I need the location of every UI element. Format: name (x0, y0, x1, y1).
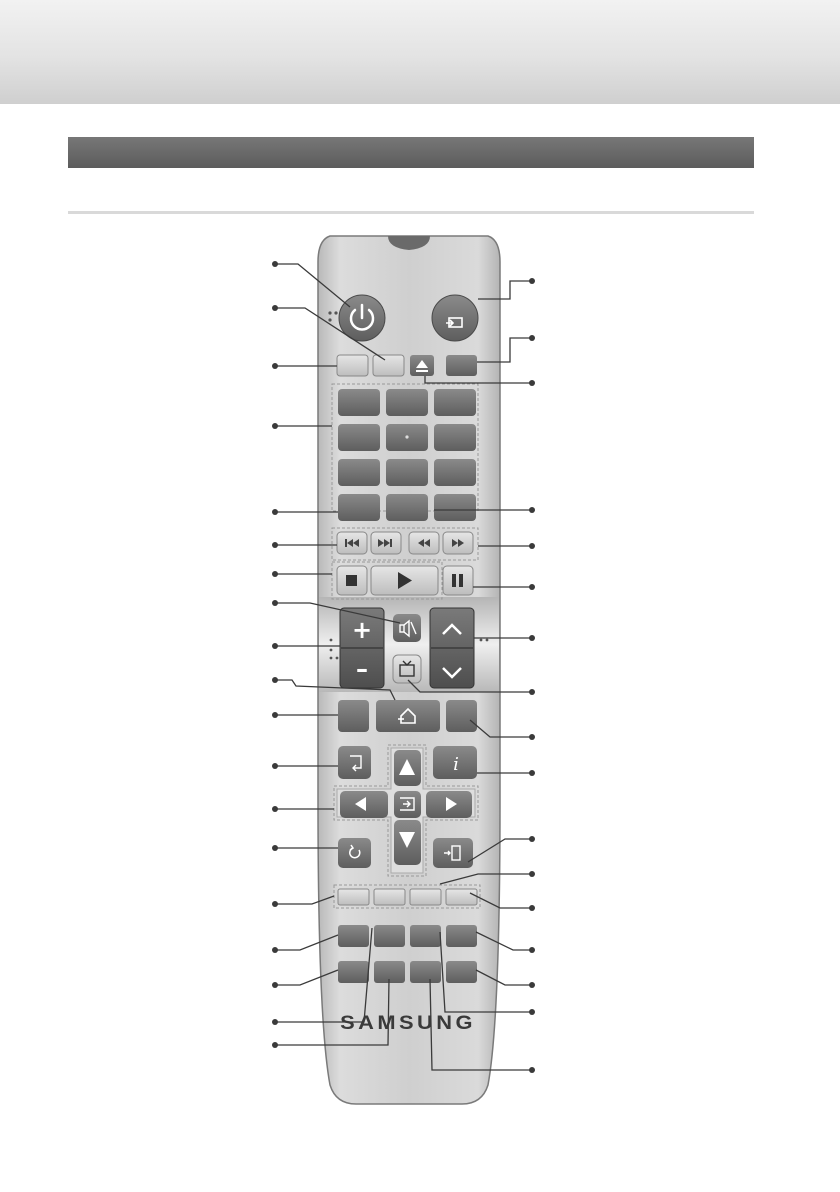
num-button[interactable] (434, 494, 476, 521)
menu-button[interactable] (446, 700, 477, 732)
mute-button[interactable] (393, 614, 421, 642)
info-icon: i (453, 754, 459, 775)
return-button[interactable] (338, 838, 371, 868)
color-key-a[interactable] (338, 889, 369, 905)
num-button[interactable] (338, 389, 380, 416)
num-button[interactable] (434, 459, 476, 486)
num-button[interactable] (434, 389, 476, 416)
num-button[interactable] (386, 494, 428, 521)
volume-up-icon: + (351, 616, 373, 644)
function-button[interactable] (446, 961, 477, 983)
tools-button[interactable] (338, 700, 369, 732)
volume-down-icon: – (356, 655, 368, 683)
function-button[interactable] (410, 961, 441, 983)
pause-button[interactable] (443, 566, 473, 595)
function-button[interactable] (446, 925, 477, 947)
num-button[interactable] (338, 459, 380, 486)
top-button-4[interactable] (446, 355, 477, 376)
exit-button[interactable] (433, 838, 473, 868)
tools-menu-button[interactable] (338, 746, 371, 779)
stop-icon (346, 575, 357, 586)
top-button-2[interactable] (373, 355, 404, 376)
color-key-b[interactable] (374, 889, 405, 905)
function-button[interactable] (338, 961, 369, 983)
num-button[interactable] (386, 459, 428, 486)
tv-button[interactable] (393, 655, 421, 683)
brand-logo: SAMSUNG (340, 1013, 476, 1034)
home-button[interactable] (376, 700, 440, 732)
function-button[interactable] (410, 925, 441, 947)
num-button[interactable] (338, 494, 380, 521)
function-button[interactable] (338, 925, 369, 947)
top-button-1[interactable] (337, 355, 368, 376)
function-button[interactable] (374, 925, 405, 947)
num-button[interactable] (434, 424, 476, 451)
color-key-c[interactable] (410, 889, 441, 905)
color-key-d[interactable] (446, 889, 477, 905)
num-button[interactable] (338, 424, 380, 451)
num-button[interactable] (386, 389, 428, 416)
